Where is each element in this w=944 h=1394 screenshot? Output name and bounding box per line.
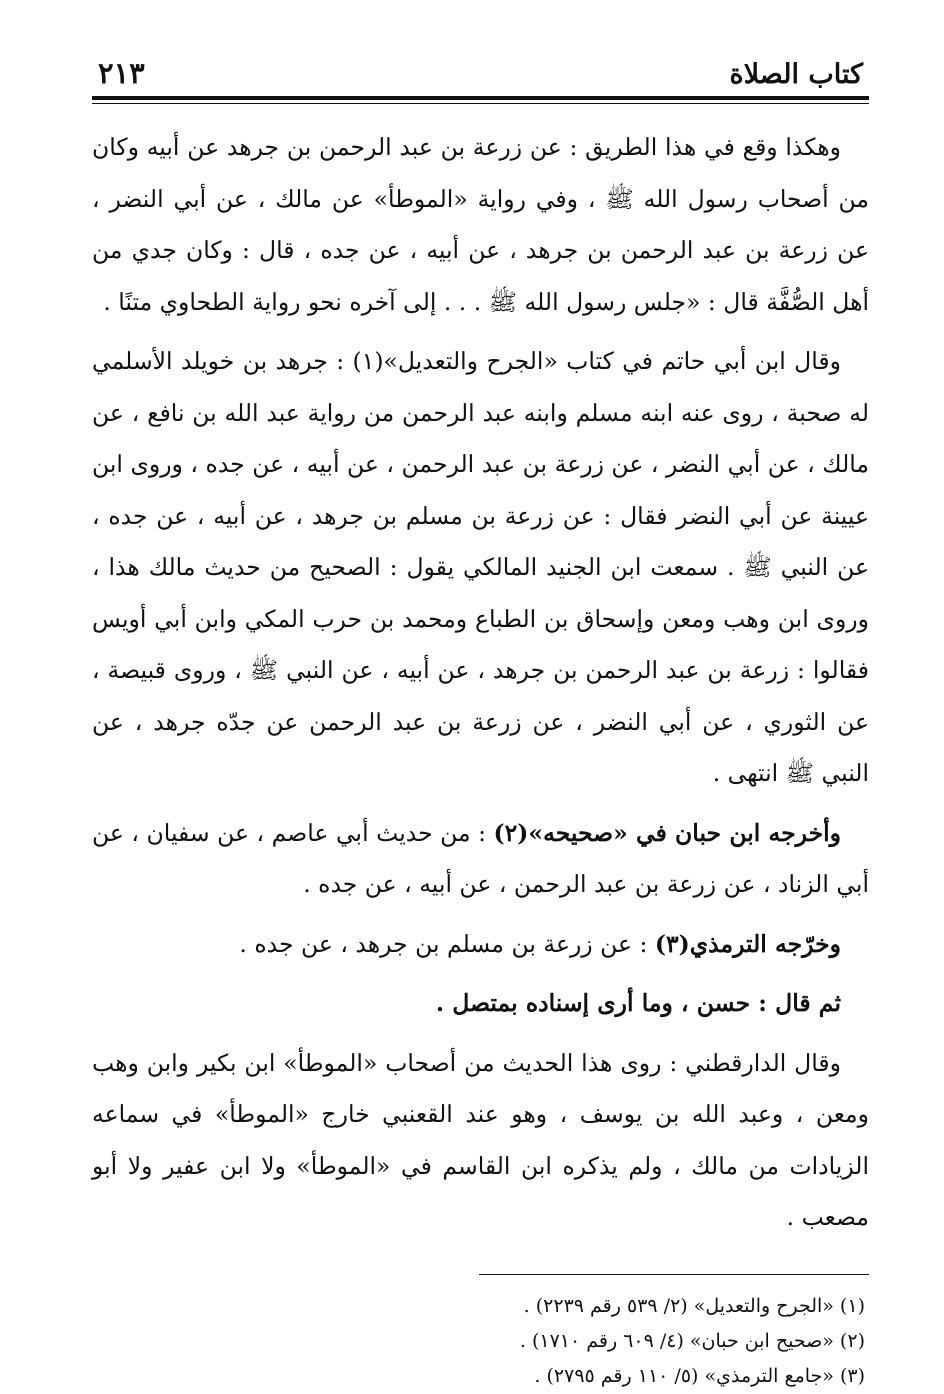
- paragraph-2: [92, 336, 869, 800]
- paragraph-1: [92, 122, 869, 328]
- paragraph-text: وهكذا وقع في هذا الطريق : عن زرعة بن عبد الرحمن بن جرهد عن أبيه وكان من أصحاب رسول الله ﷺ ، وفي رواية «الموطأ» عن مالك ، عن أبي النضر ، عن زرعة بن عبد الرحمن بن جرهد ، عن أبيه ، عن جده ، قال : وكان جدي من أهل الصُّفَّة قال : «جلس رسول الله ﷺ . . . إلى آخره نحو رواية الطحاوي متنًا .: [92, 133, 869, 316]
- page-number: ٢١٣: [98, 56, 145, 90]
- paragraph-text: وقال ابن أبي حاتم في كتاب «الجرح والتعديل»(١) : جرهد بن خويلد الأسلمي له صحبة ، روى عنه ابنه مسلم وابنه عبد الرحمن من رواية عبد الله بن نافع ، عن مالك ، عن أبي النضر ، عن زرعة بن عبد الرحمن ، عن أبيه ، عن جده ، وروى ابن عيينة عن أبي النضر فقال : عن زرعة بن مسلم بن جرهد ، عن أبيه ، عن جده ، عن النبي ﷺ . سمعت ابن الجنيد المالكي يقول : الصحيح من حديث مالك هذا ، وروى ابن وهب ومعن وإسحاق بن الطباع ومحمد بن حرب المكي وابن أبي أويس فقالوا : زرعة بن عبد الرحمن بن جرهد ، عن أبيه ، عن النبي ﷺ ، وروى قبيصة ، عن الثوري ، عن أبي النضر ، عن زرعة بن عبد الرحمن عن جدّه جرهد ، عن النبي ﷺ انتهى .: [92, 347, 869, 787]
- footnote-3: (٣) «جامع الترمذي» (٥/ ١١٠ رقم ٢٧٩٥) .: [534, 1364, 865, 1387]
- paragraph-6: [92, 1038, 869, 1244]
- paragraph-text: : عن زرعة بن مسلم بن جرهد ، عن جده .: [239, 929, 655, 958]
- paragraph-3: [92, 808, 869, 911]
- paragraph-lead: ثم قال : حسن ، وما أرى إسناده بمتصل .: [435, 989, 841, 1017]
- paragraph-lead: وأخرجه ابن حبان في «صحيحه»(٢): [493, 818, 841, 847]
- page-header: [92, 40, 869, 90]
- paragraph-4: [92, 919, 869, 971]
- footnote-divider: [479, 1274, 869, 1275]
- header-rule-thick: [92, 96, 869, 100]
- paragraph-text: : من حديث أبي عاصم ، عن سفيان ، عن أبي الزناد ، عن زرعة بن عبد الرحمن ، عن أبيه ، عن جده .: [92, 818, 869, 898]
- paragraph-lead: وخرّجه الترمذي(٣): [654, 929, 841, 958]
- book-title: كتاب الصلاة: [729, 59, 863, 90]
- header-rule-thin: [92, 103, 869, 104]
- book-page: [92, 40, 869, 1394]
- footnotes: [92, 1289, 869, 1394]
- main-text: [92, 122, 869, 1244]
- footnote-2: (٢) «صحيح ابن حبان» (٤/ ٦٠٩ رقم ١٧١٠) .: [519, 1329, 865, 1352]
- paragraph-5: [92, 978, 869, 1030]
- paragraph-text: وقال الدارقطني : روى هذا الحديث من أصحاب «الموطأ» ابن بكير وابن وهب ومعن ، وعبد الله بن يوسف ، وهو عند القعنبي خارج «الموطأ» في سماعه الزيادات من مالك ، ولم يذكره ابن القاسم في «الموطأ» ولا ابن عفير ولا أبو مصعب .: [92, 1048, 869, 1231]
- footnote-1: (١) «الجرح والتعديل» (٢/ ٥٣٩ رقم ٢٢٣٩) .: [523, 1294, 865, 1317]
